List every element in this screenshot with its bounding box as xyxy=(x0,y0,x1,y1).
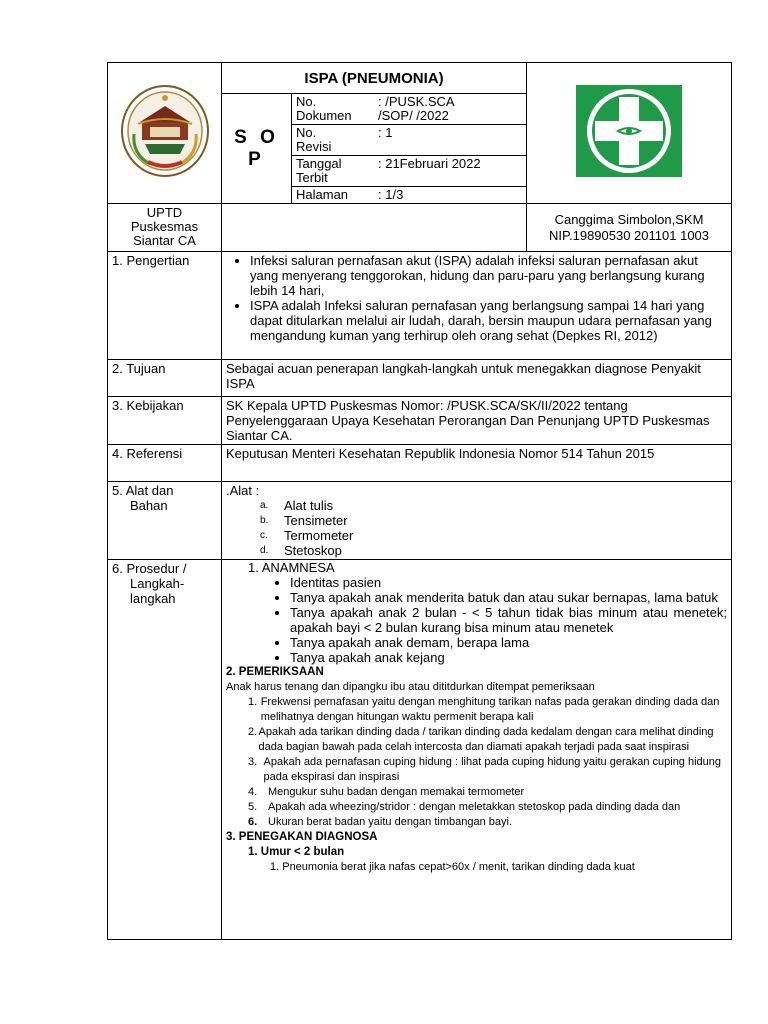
pengertian-item: • Infeksi saluran pernafasan akut (ISPA) adalah infeksi saluran pernafasan akut yang menyerang tenggorokan, hidung dan paru-paru yang berlangsung kurang lebih 14 hari, xyxy=(250,253,727,298)
label-alat-bahan: 5. Alat dan Bahan xyxy=(108,482,222,560)
alat-item: c. Termometer xyxy=(260,528,354,543)
pemeriksaan-item: 6. Ukuran berat badan yaitu dengan timbangan bayi. xyxy=(248,816,513,828)
label-pengertian: 1. Pengertian xyxy=(108,252,222,360)
sop-table xyxy=(107,62,732,940)
alat-item: a. Alat tulis xyxy=(260,498,334,513)
meta-label-no-dokumen: No. Dokumen xyxy=(292,94,374,125)
left-logo-cell xyxy=(108,63,222,204)
meta-value-halaman: : 1/3 xyxy=(378,187,404,202)
signer-block xyxy=(527,204,732,252)
meta-value-revisi: : 1 xyxy=(374,125,526,156)
label-kebijakan: 3. Kebijakan xyxy=(108,397,222,445)
anamnesa-item: • Tanya apakah anak demam, berapa lama xyxy=(290,635,727,650)
document-meta xyxy=(292,94,527,204)
pemeriksaan-item: 4. Mengukur suhu badan dengan memakai termometer xyxy=(248,786,525,798)
alat-item: d. Stetoskop xyxy=(260,543,342,558)
meta-value-tanggal-terbit: : 21Februari 2022 xyxy=(374,156,526,187)
anamnesa-item: • Identitas pasien xyxy=(290,575,727,590)
signer-nip: NIP.19890530 201101 1003 xyxy=(549,227,710,243)
sop-label: S O P xyxy=(222,94,292,204)
pemeriksaan-item: 3. Apakah ada pernafasan cuping hidung : lihat pada cuping hidung yaitu gerakan cuping hidung pada ekspirasi dan inspirasi xyxy=(248,756,722,783)
sop-document xyxy=(107,62,731,934)
pemeriksaan-intro: Anak harus tenang dan dipangku ibu atau dititdurkan ditempat pemeriksaan xyxy=(226,681,595,693)
label-prosedur: 6. Prosedur / Langkah- langkah xyxy=(108,560,222,940)
meta-label-tanggal-terbit: Tanggal Terbit xyxy=(292,156,374,187)
content-referensi: Keputusan Menteri Kesehatan Republik Indonesia Nomor 514 Tahun 2015 xyxy=(222,445,732,482)
diagnosa-title: 3. PENEGAKAN DIAGNOSA xyxy=(226,831,378,843)
pengertian-item: • ISPA adalah Infeksi saluran pernafasan yang berlangsung sampai 14 hari yang dapat ditularkan melalui air ludah, darah, bersin maupun udara pernafasan yang mengandung kuman yang terhirup oleh orang sehat (Depkes RI, 2012) xyxy=(250,298,727,343)
green-cross-logo xyxy=(574,83,684,179)
anamnesa-title: 1. ANAMNESA xyxy=(248,560,335,575)
content-prosedur xyxy=(222,560,732,940)
organization-name: UPTD Puskesmas Siantar CA xyxy=(108,204,222,252)
anamnesa-item: • Tanya apakah anak menderita batuk dan atau sukar bernapas, lama batuk xyxy=(290,590,727,605)
content-alat-bahan xyxy=(222,482,732,560)
alat-item: b. Tensimeter xyxy=(260,513,348,528)
umur-title: 1. Umur < 2 bulan xyxy=(248,846,345,858)
meta-value-no-dokumen: : /PUSK.SCA /SOP/ /2022 xyxy=(374,94,526,125)
content-kebijakan: SK Kepala UPTD Puskesmas Nomor: /PUSK.SCA/SK/II/2022 tentang Penyelenggaraan Upaya Kesehatan Perorangan Dan Penunjang UPTD Puskesmas Siantar CA. xyxy=(222,397,732,445)
regional-seal-logo xyxy=(120,84,210,178)
content-tujuan: Sebagai acuan penerapan langkah-langkah untuk menegakkan diagnose Penyakit ISPA xyxy=(222,360,732,397)
pemeriksaan-title: 2. PEMERIKSAAN xyxy=(226,666,324,678)
anamnesa-item: • Tanya apakah anak 2 bulan - < 5 tahun tidak bias minum atau menetek; apakah bayi < 2 bulan kurang bisa minum atau menetek xyxy=(290,605,727,635)
label-tujuan: 2. Tujuan xyxy=(108,360,222,397)
pemeriksaan-item: 2. Apakah ada tarikan dinding dada / tarikan dinding dada kedalam dengan cara melihat dinding dada bagian bawah pada celah intercosta dan diamati apakah terjadi pada saat inspirasi xyxy=(248,726,714,753)
anamnesa-item: • Tanya apakah anak kejang xyxy=(290,650,727,665)
blank-cell xyxy=(222,204,527,252)
pemeriksaan-item: 1. Frekwensi pernafasan yaitu dengan menghitung tarikan nafas pada gerakan dinding dada dan melihatnya dengan hitungan waktu permenit berapa kali xyxy=(248,696,720,723)
diagnosa-item: 1. Pneumonia berat jika nafas cepat>60x / menit, tarikan dinding dada kuat xyxy=(270,861,635,873)
right-logo-cell xyxy=(527,63,732,204)
meta-label-halaman: Halaman xyxy=(296,187,349,202)
label-referensi: 4. Referensi xyxy=(108,445,222,482)
alat-heading: .Alat : xyxy=(226,483,260,498)
document-title: ISPA (PNEUMONIA) xyxy=(222,63,527,94)
content-pengertian xyxy=(222,252,732,360)
pemeriksaan-item: 5. Apakah ada wheezing/stridor : dengan meletakkan stetoskop pada dinding dada dan xyxy=(248,801,681,813)
meta-label-revisi: No. Revisi xyxy=(292,125,374,156)
signer-name: Canggima Simbolon,SKM xyxy=(554,211,704,227)
